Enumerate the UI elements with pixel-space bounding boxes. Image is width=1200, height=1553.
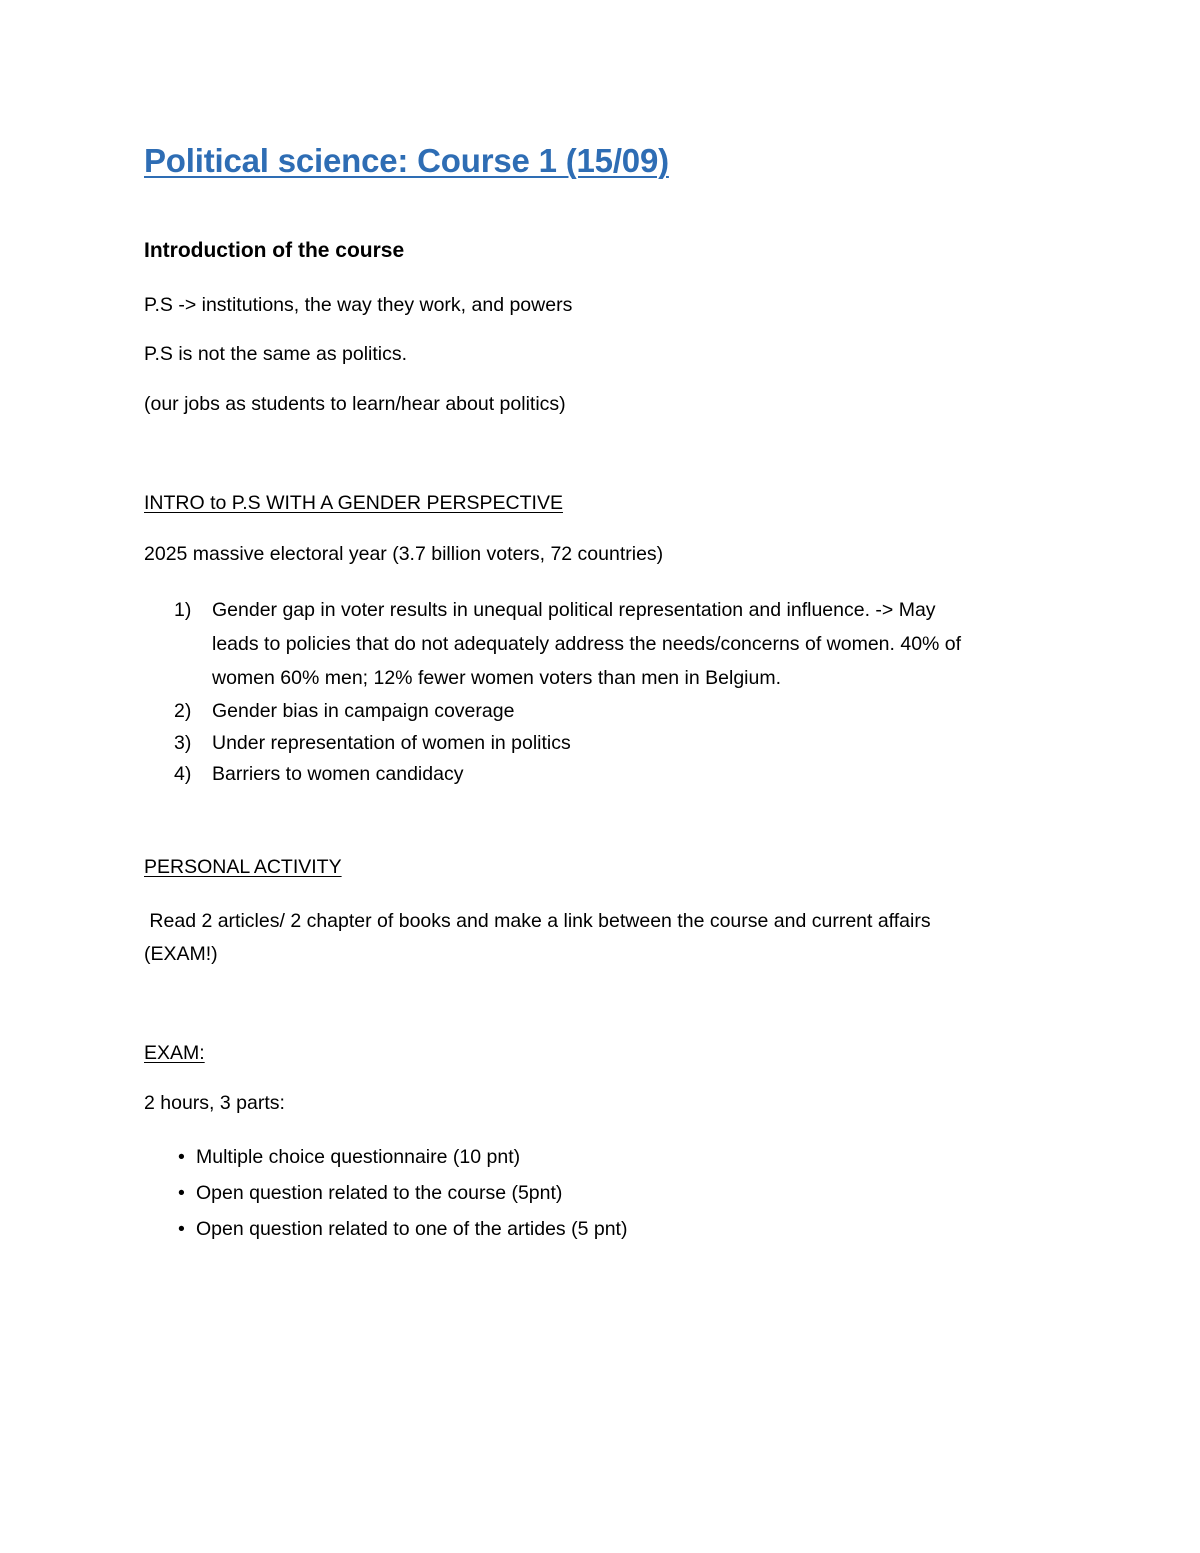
exam-parts-list [178, 1142, 627, 1250]
list-item-line: Gender bias in campaign coverage [212, 700, 515, 722]
exam-lead: 2 hours, 3 parts: [144, 1092, 285, 1114]
list-number: 3) [174, 732, 192, 754]
bullet-icon: • [178, 1146, 185, 1168]
list-item-line: Gender gap in voter results in unequal political representation and influence. -> May [212, 599, 936, 621]
list-number: 1) [174, 599, 192, 621]
list-number: 4) [174, 763, 192, 785]
list-number: 2) [174, 700, 192, 722]
list-item [144, 695, 1064, 727]
list-item [144, 759, 1064, 789]
list-item [144, 727, 1064, 759]
personal-activity-line-1: Read 2 articles/ 2 chapter of books and make a link between the course and current affairs [144, 910, 931, 932]
personal-activity-text [144, 905, 1044, 971]
gender-issues-list [144, 593, 1064, 789]
list-item-line: women 60% men; 12% fewer women voters than men in Belgium. [212, 667, 782, 689]
list-item-line: Under representation of women in politics [212, 732, 571, 754]
list-item-line: leads to policies that do not adequately address the needs/concerns of women. 40% of [212, 633, 962, 655]
personal-activity-heading: PERSONAL ACTIVITY [144, 856, 342, 878]
list-item-text: Multiple choice questionnaire (10 pnt) [196, 1146, 521, 1168]
intro-line-3: (our jobs as students to learn/hear about politics) [144, 393, 566, 415]
list-item [144, 593, 1064, 695]
bullet-icon: • [178, 1182, 185, 1204]
personal-activity-line-2: (EXAM!) [144, 943, 218, 965]
intro-line-2: P.S is not the same as politics. [144, 343, 408, 365]
bullet-icon: • [178, 1218, 185, 1240]
intro-line-1: P.S -> institutions, the way they work, and powers [144, 294, 573, 316]
gender-section-lead: 2025 massive electoral year (3.7 billion voters, 72 countries) [144, 543, 664, 565]
intro-heading: Introduction of the course [144, 239, 405, 262]
page-title: Political science: Course 1 (15/09) [144, 142, 669, 179]
list-item [178, 1178, 627, 1214]
list-item [178, 1142, 627, 1178]
list-item-line: Barriers to women candidacy [212, 763, 464, 785]
gender-section-heading: INTRO to P.S WITH A GENDER PERSPECTIVE [144, 492, 563, 514]
exam-heading: EXAM: [144, 1042, 205, 1064]
list-item-text: Open question related to one of the artides (5 pnt) [196, 1218, 628, 1240]
list-item-text: Open question related to the course (5pnt) [196, 1182, 563, 1204]
list-item [178, 1214, 627, 1250]
